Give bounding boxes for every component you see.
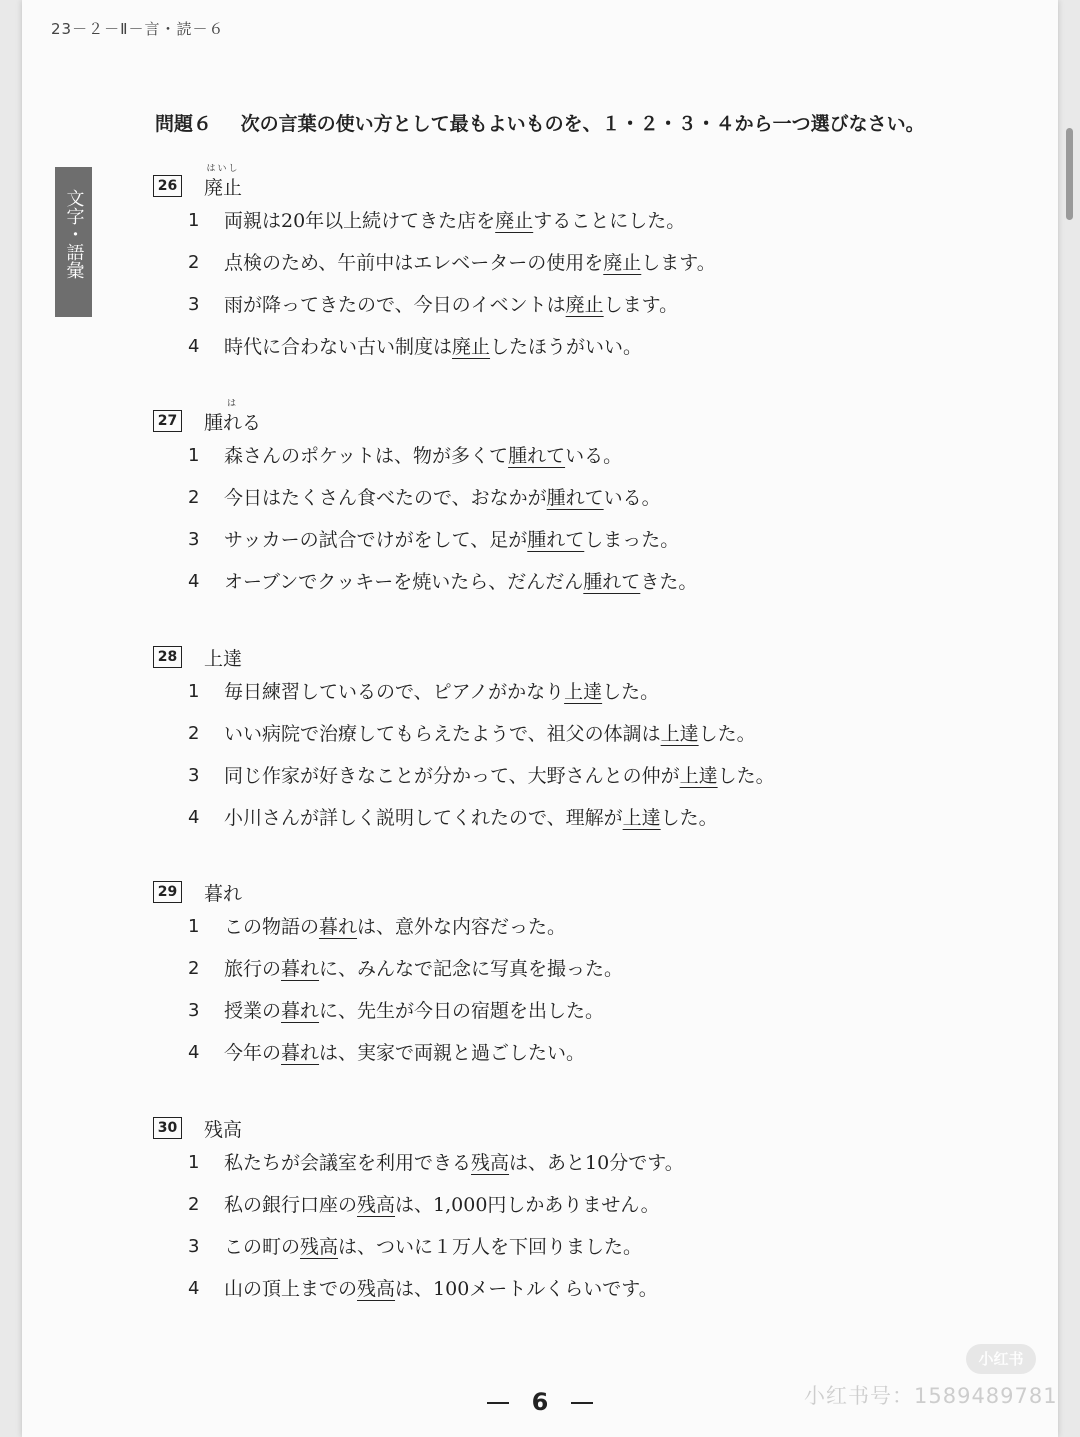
option-2[interactable]	[153, 713, 756, 755]
option-4[interactable]	[153, 326, 643, 368]
option-number: 3	[188, 529, 200, 550]
underlined-word: 腫れて	[546, 487, 604, 509]
sentence-before: 小川さんが詳しく説明してくれたので、理解が	[224, 807, 623, 829]
instruction	[155, 109, 925, 136]
question-number: 27	[153, 410, 182, 432]
option-number: 3	[188, 1000, 200, 1021]
question-word	[204, 644, 242, 671]
watermark-text: 小红书号：1589489781	[804, 1384, 1058, 1408]
sentence-after: した。	[698, 723, 756, 745]
option-number: 3	[188, 1236, 200, 1257]
word-text: 廃止	[204, 177, 243, 199]
word-text: 暮れ	[204, 883, 243, 905]
sentence-before: 私たちが会議室を利用できる	[224, 1152, 472, 1174]
option-sentence	[224, 200, 685, 242]
sentence-before: オーブンでクッキーを焼いたら、だんだん	[224, 571, 584, 593]
page-number-value: 6	[531, 1388, 549, 1416]
sentence-after: に、先生が今日の宿題を出した。	[319, 1000, 605, 1022]
question-number: 29	[153, 881, 182, 903]
option-number: 3	[188, 765, 200, 786]
underlined-word: 残高	[471, 1152, 510, 1174]
question-number: 26	[153, 175, 182, 197]
option-number: 4	[188, 571, 200, 592]
option-2[interactable]	[153, 242, 716, 284]
question-header	[153, 641, 242, 671]
option-sentence	[224, 797, 718, 839]
option-number: 1	[188, 1152, 200, 1173]
question-word	[204, 879, 242, 906]
sentence-before: 山の頂上までの	[224, 1278, 358, 1300]
sentence-after: は、実家で両親と過ごしたい。	[319, 1042, 586, 1064]
sentence-after: します。	[603, 294, 679, 316]
sentence-after: いる。	[565, 445, 623, 467]
underlined-word: 廃止	[495, 210, 534, 232]
exam-page	[22, 0, 1058, 1437]
underlined-word: 残高	[357, 1194, 396, 1216]
option-sentence	[224, 990, 604, 1032]
word-reading: は	[227, 399, 239, 409]
sentence-after: した。	[660, 807, 718, 829]
underlined-word: 腫れて	[527, 529, 585, 551]
underlined-word: 上達	[564, 681, 603, 703]
option-number: 3	[188, 294, 200, 315]
section-side-tab: 文字・語彙	[55, 167, 92, 317]
question-word	[204, 1115, 242, 1142]
question-header	[153, 876, 242, 906]
option-sentence	[224, 477, 661, 519]
problem-label: 問題６	[155, 113, 213, 135]
option-number: 2	[188, 487, 200, 508]
option-sentence	[224, 561, 697, 603]
option-2[interactable]	[153, 477, 661, 519]
underlined-word: 上達	[622, 807, 661, 829]
sentence-after: した。	[717, 765, 775, 787]
question-2	[153, 641, 775, 839]
sentence-before: 授業の	[224, 1000, 282, 1022]
option-sentence	[224, 242, 716, 284]
underlined-word: 暮れ	[281, 1000, 320, 1022]
sentence-after: しまった。	[584, 529, 680, 551]
page-number-dash-left	[487, 1402, 509, 1404]
option-4[interactable]	[153, 561, 698, 603]
sentence-before: サッカーの試合でけがをして、足が	[224, 529, 528, 551]
question-0	[153, 164, 716, 368]
sentence-before: 同じ作家が好きなことが分かって、大野さんとの仲が	[224, 765, 680, 787]
scrollbar-thumb[interactable]	[1066, 128, 1073, 220]
sentence-before: 森さんのポケットは、物が多くて	[224, 445, 509, 467]
underlined-word: 暮れ	[281, 1042, 320, 1064]
sentence-after: することにした。	[533, 210, 686, 232]
option-4[interactable]	[153, 797, 718, 839]
question-header	[153, 164, 243, 200]
option-sentence	[224, 755, 775, 797]
option-number: 2	[188, 252, 200, 273]
option-number: 1	[188, 210, 200, 231]
option-sentence	[224, 1142, 684, 1184]
sentence-before: 雨が降ってきたので、今日のイベントは	[224, 294, 566, 316]
option-sentence	[224, 1184, 660, 1226]
option-number: 4	[188, 336, 200, 357]
sentence-before: 点検のため、午前中はエレベーターの使用を	[224, 252, 604, 274]
sentence-before: 今日はたくさん食べたので、おなかが	[224, 487, 547, 509]
question-number: 28	[153, 646, 182, 668]
option-3[interactable]	[153, 755, 775, 797]
underlined-word: 上達	[660, 723, 699, 745]
sentence-after: は、あと10分です。	[509, 1152, 684, 1174]
option-sentence	[224, 519, 679, 561]
sentence-after: は、意外な内容だった。	[357, 916, 567, 938]
sentence-after: に、みんなで記念に写真を撮った。	[319, 958, 624, 980]
sentence-before: この物語の	[224, 916, 320, 938]
sentence-after: します。	[641, 252, 716, 274]
option-sentence	[224, 906, 566, 948]
sentence-after: した。	[602, 681, 660, 703]
sentence-before: 両親は20年以上続けてきた店を	[224, 210, 496, 232]
option-3[interactable]	[153, 519, 680, 561]
sentence-after: いる。	[603, 487, 661, 509]
underlined-word: 廃止	[565, 294, 604, 316]
option-number: 1	[188, 445, 200, 466]
option-3[interactable]	[153, 990, 605, 1032]
sentence-after: したほうがいい。	[490, 336, 643, 358]
option-number: 2	[188, 958, 200, 979]
question-header	[153, 399, 262, 435]
underlined-word: 暮れ	[319, 916, 358, 938]
option-4[interactable]	[153, 1032, 586, 1074]
option-3[interactable]	[153, 284, 679, 326]
option-number: 1	[188, 916, 200, 937]
underlined-word: 腫れて	[508, 445, 566, 467]
sentence-before: 今年の	[224, 1042, 282, 1064]
sentence-after: は、100メートルくらいです。	[395, 1278, 658, 1300]
question-header	[153, 1112, 242, 1142]
option-1[interactable]	[153, 671, 660, 713]
option-sentence	[224, 435, 622, 477]
sentence-after: は、1,000円しかありません。	[395, 1194, 660, 1216]
option-1[interactable]	[153, 200, 686, 242]
option-4[interactable]	[153, 1268, 658, 1310]
sentence-before: いい病院で治療してもらえたようで、祖父の体調は	[224, 723, 661, 745]
word-text: 上達	[204, 648, 243, 670]
page-code: 23－２－Ⅱ－言・読－６	[51, 20, 225, 38]
option-sentence	[224, 1226, 642, 1268]
underlined-word: 上達	[679, 765, 718, 787]
page-number-dash-right	[571, 1402, 593, 1404]
option-number: 2	[188, 1194, 200, 1215]
option-number: 4	[188, 1278, 200, 1299]
option-number: 4	[188, 807, 200, 828]
watermark-logo: 小红书	[966, 1344, 1036, 1374]
question-word	[204, 164, 243, 200]
option-sentence	[224, 671, 659, 713]
option-1[interactable]	[153, 1142, 684, 1184]
option-sentence	[224, 948, 623, 990]
option-sentence	[224, 1268, 658, 1310]
instruction-text: 次の言葉の使い方として最もよいものを、１・２・３・４から一つ選びなさい。	[240, 113, 925, 135]
underlined-word: 廃止	[452, 336, 491, 358]
option-number: 1	[188, 681, 200, 702]
option-number: 4	[188, 1042, 200, 1063]
word-reading: はいし	[206, 164, 240, 174]
option-sentence	[224, 326, 642, 368]
underlined-word: 残高	[357, 1278, 396, 1300]
option-1[interactable]	[153, 906, 567, 948]
sentence-after: は、ついに１万人を下回りました。	[338, 1236, 643, 1258]
sentence-before: 毎日練習しているので、ピアノがかなり	[224, 681, 565, 703]
option-number: 2	[188, 723, 200, 744]
option-3[interactable]	[153, 1226, 643, 1268]
question-number: 30	[153, 1117, 182, 1139]
underlined-word: 暮れ	[281, 958, 320, 980]
sentence-before: 旅行の	[224, 958, 282, 980]
option-1[interactable]	[153, 435, 623, 477]
option-2[interactable]	[153, 948, 624, 990]
question-3	[153, 876, 624, 1074]
underlined-word: 廃止	[603, 252, 642, 274]
question-1	[153, 399, 698, 603]
question-word	[204, 399, 262, 435]
underlined-word: 腫れて	[583, 571, 641, 593]
option-2[interactable]	[153, 1184, 660, 1226]
underlined-word: 残高	[300, 1236, 339, 1258]
question-4	[153, 1112, 684, 1310]
option-sentence	[224, 1032, 585, 1074]
sentence-before: この町の	[224, 1236, 301, 1258]
word-text: 腫れる	[204, 412, 262, 434]
option-sentence	[224, 284, 678, 326]
sentence-after: きた。	[640, 571, 698, 593]
word-text: 残高	[204, 1119, 243, 1141]
sentence-before: 時代に合わない古い制度は	[224, 336, 453, 358]
sentence-before: 私の銀行口座の	[224, 1194, 358, 1216]
option-sentence	[224, 713, 756, 755]
